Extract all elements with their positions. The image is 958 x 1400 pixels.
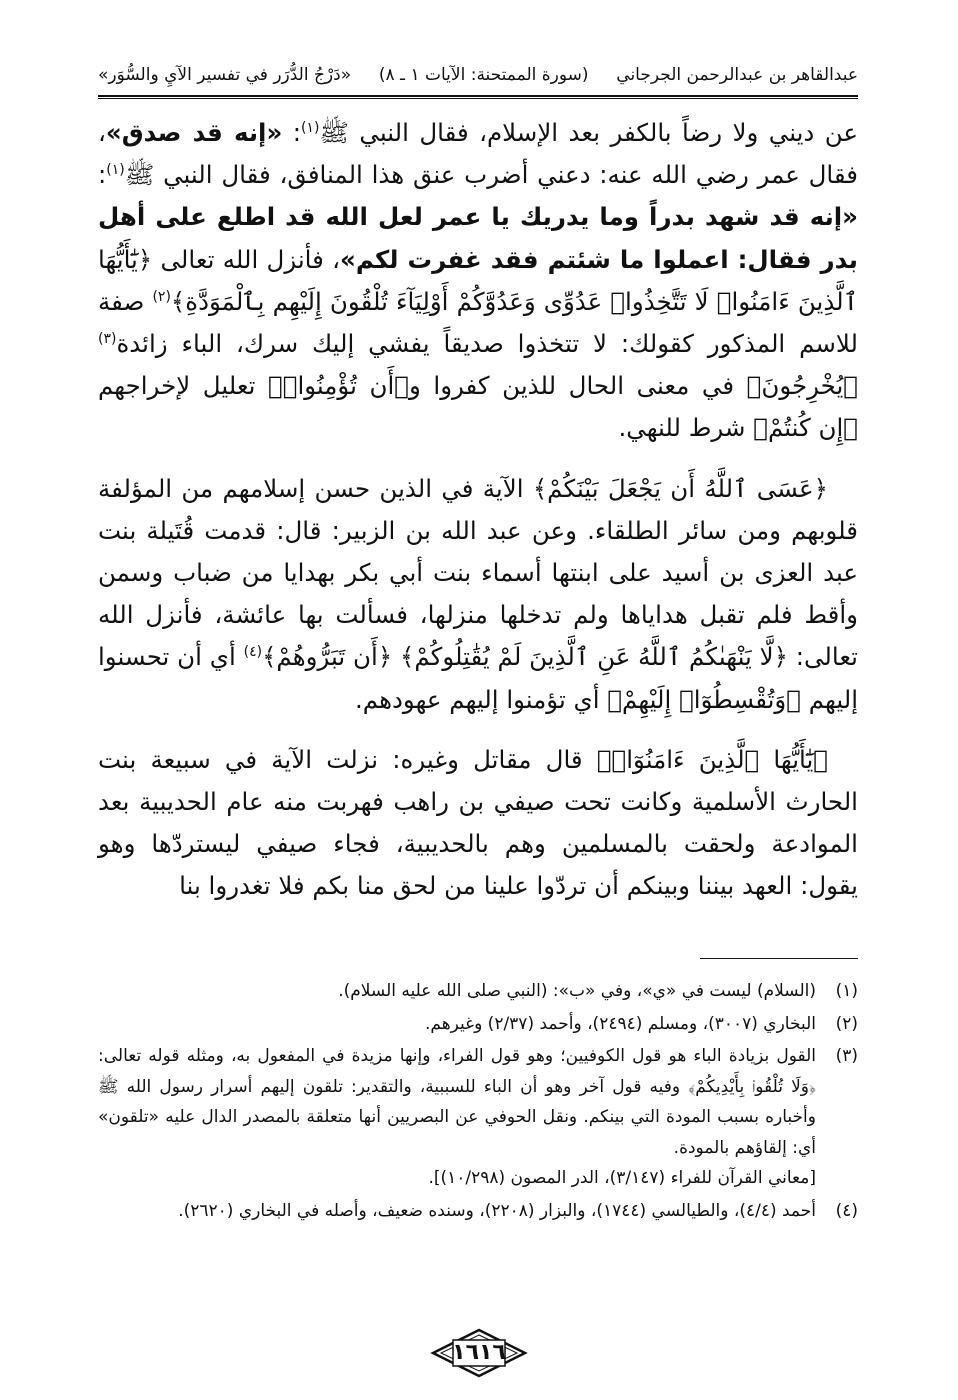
text-run: أي أن تحسنوا إليهم ﴿وَتُقْسِطُوٓا۟ إِلَيْهِمْ﴾ أي تؤمنوا إليهم عهودهم. (98, 642, 858, 714)
footnote-number: (٢) (835, 1013, 858, 1034)
footnote-line: القول بزيادة الباء هو قول الكوفيين؛ وهو قول الفراء، وإنها مزيدة في المفعول به، ومثله قوله تعالى: ﴿وَلَا تُلْقُوا۟ بِأَيْدِيكُمْ﴾ وفيه قول آخر وهو أن الباء للسببية، والتقدير: تلقون إليهم أسرار رسول الله ﷺ وأخباره بسبب المودة التي بينكم. ونقل الحوفي عن البصريين أنها متعلقة بالمصدر الدال عليه «تلقون» أي: إلقاؤهم بالمودة. (98, 1046, 816, 1158)
footnote-text (98, 1041, 816, 1194)
footnote-item (98, 1196, 858, 1227)
header-section: (سورة الممتحنة: الآيات ١ ـ ٨) (378, 65, 589, 85)
page-number: ١٦١٦ (452, 1340, 506, 1365)
footnote-line: (السلام) ليست في «ي»، وفي «ب»: (النبي صلى الله عليه السلام). (338, 981, 816, 1001)
footnote-number: (١) (835, 981, 858, 1001)
footnote-ref: (٣) (98, 330, 117, 347)
footnote-item (98, 976, 858, 1007)
text-run: ﴿يَٰٓأَيُّهَا ٱلَّذِينَ ءَامَنُوٓا۟﴾ قال مقاتل وغيره: نزلت الآية في سبيعة بنت الحارث الأسلمية وكانت تحت صيفي بن راهب فهربت منه عام الحديبية بعد الموادعة ولحقت بالمسلمين وهم بالحديبية، فجاء صيفي ليستردّها وهو يقول: العهد بيننا وبينكم أن تردّوا علينا من لحق منا بكم فلا تغدروا بنا (98, 744, 858, 901)
footnote-line: [معاني القرآن للفراء (٣/١٤٧)، الدر المصون (١٠/٢٩٨)]. (428, 1168, 816, 1188)
text-run: ، فأنزل الله تعالى ﴿يَٰٓأَيُّهَا ٱلَّذِينَ ءَامَنُوا۟ لَا تَتَّخِذُوا۟ عَدُوِّى وَعَدُوَّكُمْ أَوْلِيَآءَ تُلْقُونَ إِلَيْهِم بِٱلْمَوَدَّةِ﴾ (98, 244, 859, 316)
text-run: ﴿يُخْرِجُونَ﴾ في معنى الحال للذين كفروا و﴿أَن تُؤْمِنُوا۟﴾ تعليل لإخراجهم ﴿إِن كُنتُمْ﴾ شرط للنهي. (98, 371, 858, 443)
running-header (98, 58, 858, 92)
text-run: ﴿عَسَى ٱللَّهُ أَن يَجْعَلَ بَيْنَكُمْ﴾ الآية في الذين حسن إسلامهم من المؤلفة قلوبهم ومن سائر الطلقاء. وعن عبد الله بن الزبير: قال: قدمت قُتَيلة بنت عبد العزى بن أسيد على ابنتها أسماء بنت أبي بكر بهدايا من ضباب وسمن وأقط فلم تقبل هداياها ولم تدخلها منزلها، فسألت بها عائشة، فأنزل الله تعالى: ﴿لَّا يَنْهَىٰكُمُ ٱللَّهُ عَنِ ٱلَّذِينَ لَمْ يُقَٰتِلُوكُمْ﴾ ﴿أَن تَبَرُّوهُمْ﴾ (98, 473, 858, 672)
page-number-ornament (429, 1328, 529, 1378)
paragraph-2 (98, 468, 858, 721)
footnote-line: البخاري (٣٠٠٧)، ومسلم (٢٤٩٤)، وأحمد (٢/٣٧) وغيرهم. (424, 1013, 816, 1034)
main-text (98, 112, 858, 908)
footnote-ref: (١) (106, 162, 125, 179)
footnote-ref: (٢) (152, 288, 171, 305)
footnotes (98, 976, 858, 1228)
header-divider (98, 95, 858, 99)
footnote-text (98, 1009, 816, 1040)
footnote-item (98, 1009, 858, 1040)
footnote-line: أحمد (٤/٤)، والطيالسي (١٧٤٤)، والبزار (٢٢٠٨)، وسنده ضعيف، وأصله في البخاري (٢٦٢٠). (178, 1200, 816, 1221)
hadith-quote: «إنه قد شهد بدراً وما يدريك يا عمر لعل الله قد اطلع على أهل بدر فقال: اعملوا ما شئتم فقد غفرت لكم» (98, 202, 858, 274)
header-book-title: «دَرْجُ الدُّرَر في تفسير الآيِ والسُّوَر» (98, 65, 352, 85)
hadith-quote: «إنه قد صدق» (105, 118, 283, 147)
footnote-ref: (١) (300, 119, 320, 136)
text-run: : (282, 118, 301, 147)
footnote-item (98, 1041, 858, 1194)
footnote-number: (٤) (835, 1200, 858, 1221)
footnote-text (98, 976, 816, 1007)
header-author: عبدالقاهر بن عبدالرحمن الجرجاني (616, 65, 858, 85)
footnote-ref: (٤) (243, 644, 263, 661)
paragraph-3 (98, 739, 858, 908)
text-run: : (98, 160, 107, 190)
paragraph-1 (98, 112, 858, 450)
footnote-number: (٣) (835, 1046, 858, 1066)
footnote-text (98, 1196, 816, 1227)
text-run: صفة للاسم المذكور كقولك: لا تتخذوا صديقاً يفشي إليك سرك، الباء زائدة (98, 286, 858, 359)
text-run: عن ديني ولا رضاً بالكفر بعد الإسلام، فقال النبي ﷺ (319, 118, 859, 147)
footnote-divider (700, 958, 858, 959)
text-run: ، فقال عمر رضي الله عنه: دعني أضرب عنق هذا المنافق، فقال النبي ﷺ (98, 118, 858, 190)
